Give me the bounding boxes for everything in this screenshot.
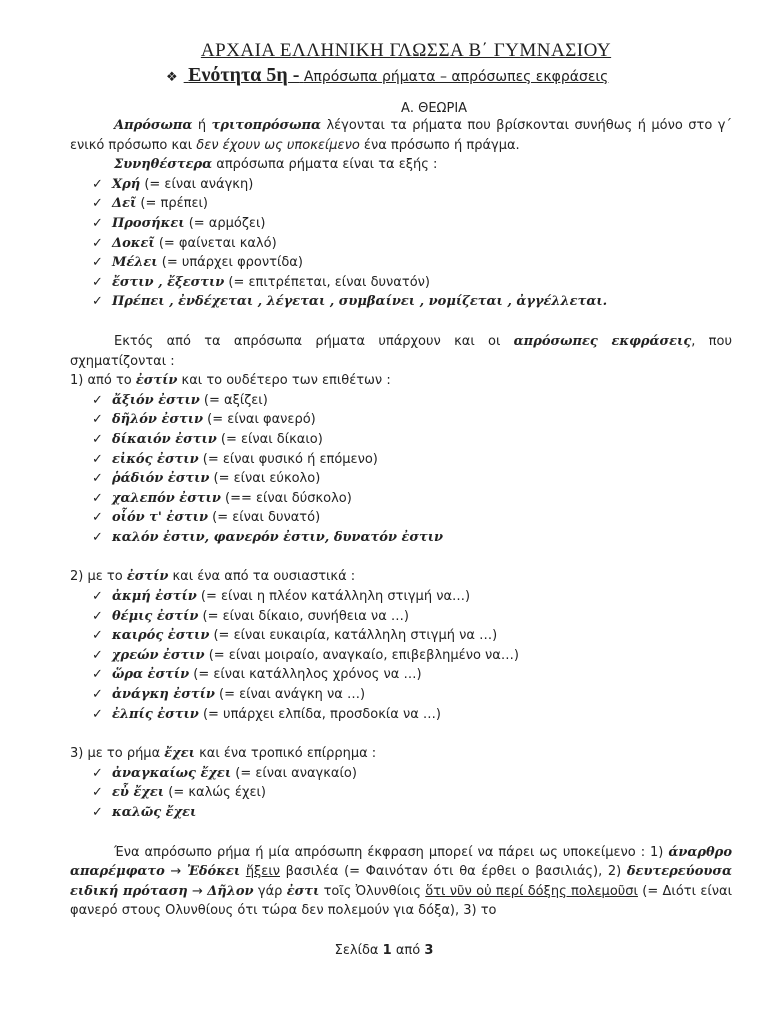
expression: οἷόν τ' ἐστιν [112,510,208,526]
group2-heading [70,567,732,587]
lesson-number: Ενότητα 5η - [188,64,300,86]
text: 2) με το [70,569,127,585]
common-verbs-lead [70,155,732,175]
verb: ἔστιν , ἔξεστιν [112,274,225,290]
text: γάρ [253,883,287,899]
list-item [92,273,732,293]
meaning: (= είναι φυσικό ή επόμενο) [198,451,378,467]
list-item [92,508,732,528]
list-item [92,253,732,273]
expression: εἰκός ἐστιν [112,451,199,467]
term: δευτερεύουσα ειδική πρόταση [70,864,732,899]
expression: καλῶς ἔχει [112,805,197,820]
group1-list [70,391,732,548]
verb: ἐστίν [135,373,178,389]
meaning: (= είναι ανάγκη) [140,176,254,192]
check-mark-icon: ✓ [92,805,103,820]
list-item [92,626,732,646]
check-mark-icon: ✓ [92,451,103,467]
check-mark-icon: ✓ [92,431,103,447]
check-mark-icon: ✓ [92,687,103,703]
check-mark-icon: ✓ [92,392,103,408]
group3-list [70,764,732,823]
verb: ἐστίν [126,569,169,585]
lead-bold: Συνηθέστερα [114,157,213,173]
page-total: 3 [424,943,434,958]
document-title: ΑΡΧΑΙΑ ΕΛΛΗΝΙΚΗ ΓΛΩΣΣΑ Β΄ ΓΥΜΝΑΣΙΟΥ [200,40,612,61]
spacer [70,823,732,843]
page-number: 1 [382,943,392,958]
list-item [92,607,732,627]
expression: καιρός ἐστιν [112,628,210,644]
meaning: (= είναι δυνατό) [207,510,321,526]
meaning: (= είναι κατάλληλος χρόνος να …) [189,667,422,683]
group1-heading [70,371,732,391]
meaning: (= είναι ευκαιρία, κατάλληλη στιγμή να …) [209,628,498,644]
expression: θέμις ἐστίν [112,608,199,624]
underlined-subject: ὅτι νῦν οὐ περί δόξης πολεμοῦσι [425,883,638,899]
underlined-subject: ἥξειν [245,864,280,880]
list-item [92,391,732,411]
expressions-paragraph [70,332,732,371]
list-item [92,489,732,509]
expression: δῆλόν ἐστιν [112,412,203,428]
meaning: (= υπάρχει φροντίδα) [157,255,303,271]
list-item [92,764,732,784]
text: βασιλέα (= Φαινόταν ότι θα έρθει ο βασιλιάς), 2) [280,864,627,880]
list-item [92,175,732,195]
text: (= Διότι είναι φανερό στους Ολυνθίους ότι τώρα δεν πολεμούν για δόξα), 3) το [70,883,732,919]
check-mark-icon: ✓ [92,510,103,526]
list-item [92,430,732,450]
expression: καλόν ἐστιν, φανερόν ἐστιν, δυνατόν ἐστιν [112,529,444,545]
lesson-topic: Απρόσωπα ρήματα – απρόσωπες εκφράσεις [303,69,609,85]
meaning: (= είναι φανερό) [203,412,316,428]
spacer [70,724,732,744]
check-mark-icon: ✓ [92,490,103,506]
expression: ἀκμή ἐστίν [112,589,197,605]
text: ένα πρόσωπο ή πράγμα. [359,137,520,153]
text: και το ουδέτερο των επιθέτων : [177,373,391,389]
meaning: (= υπάρχει ελπίδα, προσδοκία να …) [198,706,441,722]
text: από [391,943,425,958]
expression: ἀναγκαίως ἔχει [112,765,232,781]
check-mark-icon: ✓ [92,471,103,487]
text: Ένα απρόσωπο ρήμα ή μία απρόσωπη έκφραση μπορεί να πάρει ως υποκείμενο : 1) [114,844,669,860]
list-item [92,214,732,234]
check-mark-icon: ✓ [92,765,103,781]
group3-heading [70,744,732,764]
list-item [92,450,732,470]
list-item [92,646,732,666]
check-mark-icon: ✓ [92,589,103,605]
text: τοῖς Ὀλυνθίοις [319,883,426,899]
check-mark-icon: ✓ [92,529,103,545]
meaning: (= πρέπει) [136,196,208,212]
check-mark-icon: ✓ [92,274,103,290]
check-mark-icon: ✓ [92,215,103,231]
expression: ἀνάγκη ἐστίν [112,687,215,703]
text: ή [192,118,212,133]
arrow: → [164,864,187,880]
section-heading: Α. ΘΕΩΡΙΑ [400,101,468,116]
text: Εκτός από τα απρόσωπα ρήματα υπάρχουν και οι [114,333,514,349]
expression: εὖ ἔχει [112,785,165,801]
check-mark-icon: ✓ [92,176,103,192]
check-mark-icon: ✓ [92,647,103,663]
expression: δίκαιόν ἐστιν [112,431,217,447]
verb: Μέλει [112,255,158,271]
meaning: (= αρμόζει) [184,215,266,231]
verb: Προσήκει [112,215,185,231]
check-mark-icon: ✓ [92,706,103,722]
text: απρόσωπα ρήματα είναι τα εξής : [212,157,438,173]
list-item [92,783,732,803]
text: και ένα τροπικό επίρρημα : [194,746,377,762]
group2-list [70,587,732,724]
emphasis: δεν έχουν ως υποκείμενο [196,137,360,153]
meaning: (= είναι η πλέον κατάλληλη στιγμή να…) [196,589,471,605]
check-mark-icon: ✓ [92,255,103,271]
verb: ἔχει [164,746,195,762]
check-mark-icon: ✓ [92,785,103,801]
meaning: (= είναι εύκολο) [209,471,321,487]
list-item [92,194,732,214]
meaning: (= αξίζει) [199,392,268,408]
list-item [92,469,732,489]
page-footer [0,943,768,958]
spacer [70,312,732,332]
expression: ἄξιόν ἐστιν [112,392,200,408]
meaning: (= καλώς έχει) [164,785,266,801]
text: 3) με το ρήμα [70,746,165,762]
meaning: (= είναι δίκαιο, συνήθεια να …) [198,608,409,624]
text: και ένα από τα ουσιαστικά : [168,569,356,585]
meaning: (= είναι μοιραίο, αναγκαίο, επιβεβλημένο να…) [204,647,519,663]
arrow: → [187,883,208,899]
term-third-person: τριτοπρόσωπα [211,118,321,133]
list-item [92,685,732,705]
meaning: (= είναι ανάγκη να …) [214,687,366,703]
example-verb: ἐστι [286,883,320,899]
spacer [70,547,732,567]
expression: ῥάδιόν ἐστιν [112,471,210,487]
example-verb: Δῆλον [207,883,254,899]
list-item [92,410,732,430]
intro-paragraph [70,116,732,155]
diamond-bullet-icon: ❖ [166,70,178,85]
list-item [92,292,732,312]
expression: χαλεπόν ἐστιν [112,490,221,506]
text: 1) από το [70,373,136,389]
verb: Δεῖ [112,196,137,212]
text: Σελίδα [334,943,383,958]
list-item [92,705,732,725]
check-mark-icon: ✓ [92,608,103,624]
list-item [92,587,732,607]
meaning: (= είναι δίκαιο) [216,431,323,447]
check-mark-icon: ✓ [92,235,103,251]
closing-paragraph [70,843,732,921]
list-item [92,803,732,823]
verb: Πρέπει , ἐνδέχεται , λέγεται , συμβαίνει , νομίζεται , ἀγγέλλεται. [112,294,608,310]
meaning: (= φαίνεται καλό) [154,235,277,251]
document-page [70,40,732,921]
term-impersonal-expressions: απρόσωπες εκφράσεις [513,333,692,349]
common-verbs-list [70,175,732,312]
verb: Χρή [112,176,141,192]
expression: ὥρα ἐστίν [112,667,190,683]
text: λέγονται τα ρήματα που βρίσκονται συνήθως ή μόνο στο γ΄ ενικό πρόσωπο και [70,118,732,153]
term: άναρθρο απαρέμφατο [70,844,732,880]
list-item [92,234,732,254]
check-mark-icon: ✓ [92,196,103,212]
lesson-subtitle [70,64,732,87]
term-impersonal: Απρόσωπα [114,118,193,133]
example-verb: Ἐδόκει [186,864,241,880]
expression: ἐλπίς ἐστιν [112,706,199,722]
check-mark-icon: ✓ [92,294,103,310]
text: , που σχηματίζονται : [70,333,732,369]
list-item [92,665,732,685]
check-mark-icon: ✓ [92,667,103,683]
meaning: (= επιτρέπεται, είναι δυνατόν) [224,274,430,290]
meaning: (== είναι δύσκολο) [220,490,352,506]
expression: χρεών ἐστιν [112,647,205,663]
check-mark-icon: ✓ [92,628,103,644]
meaning: (= είναι αναγκαίο) [231,765,357,781]
verb: Δοκεῖ [112,235,155,251]
list-item [92,528,732,548]
check-mark-icon: ✓ [92,412,103,428]
